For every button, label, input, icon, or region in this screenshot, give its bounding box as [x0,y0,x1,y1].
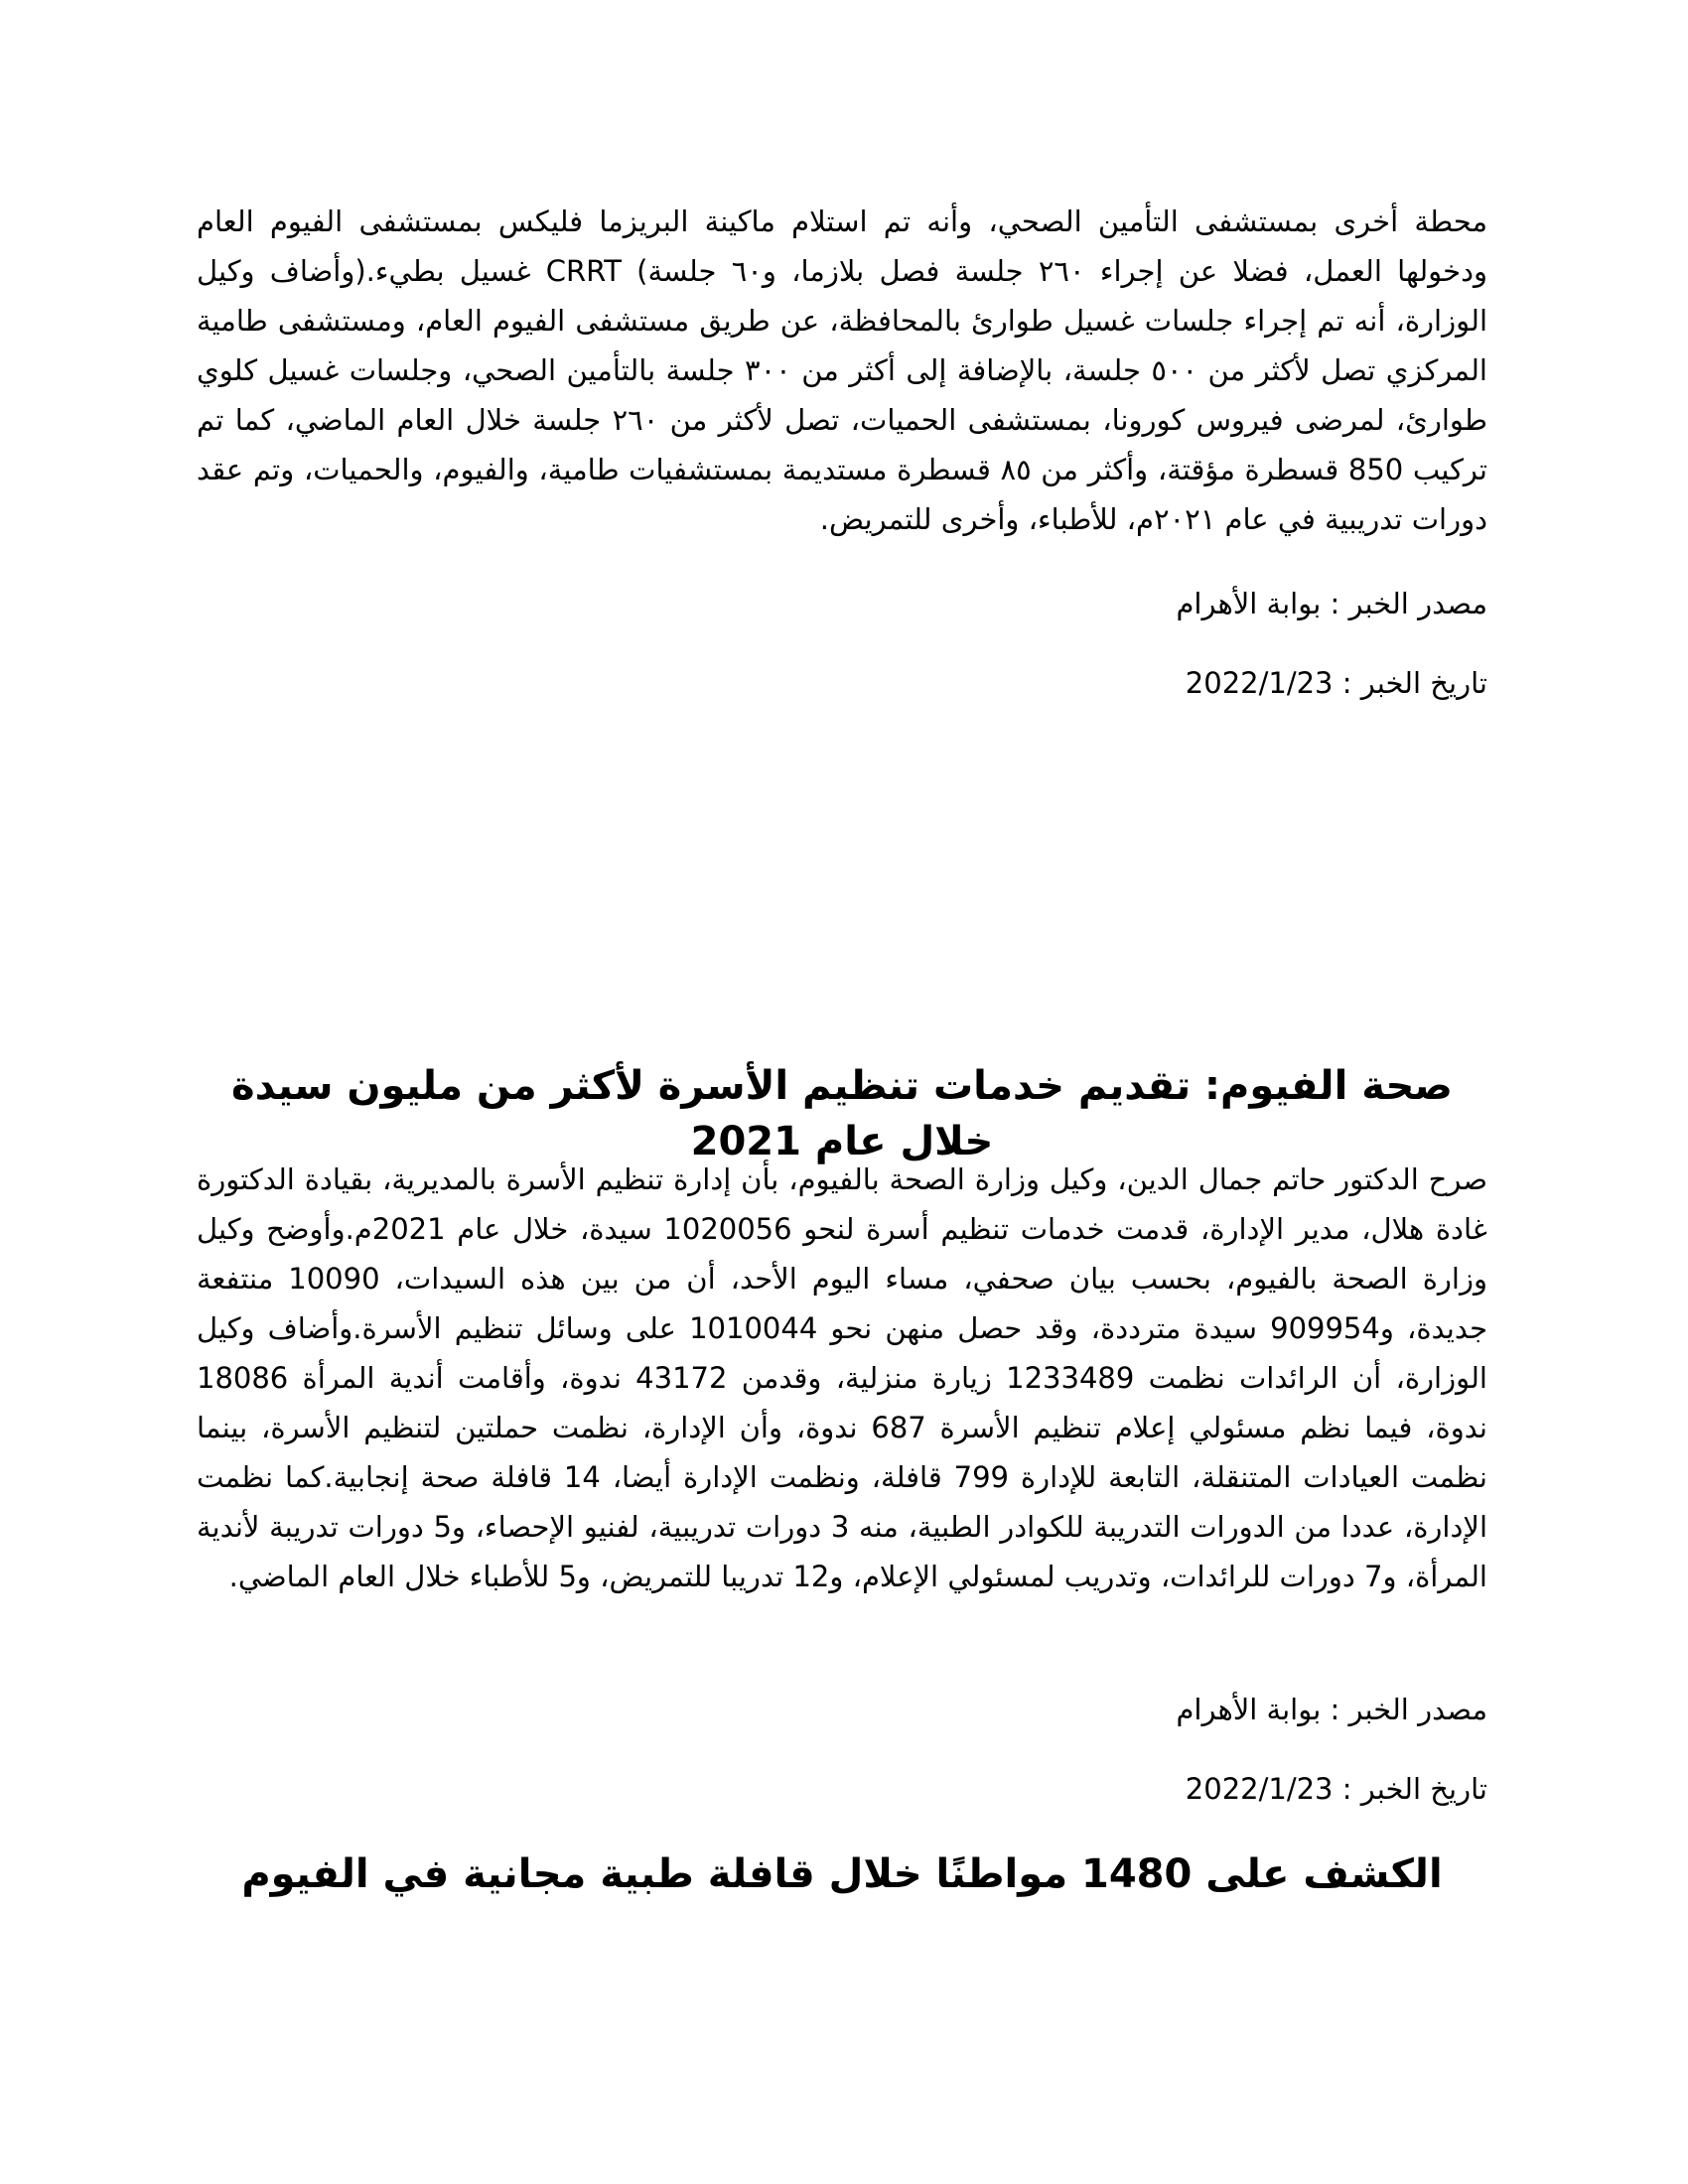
article-2-paragraph: صرح الدكتور حاتم جمال الدين، وكيل وزارة الصحة بالفيوم، بأن إدارة تنظيم الأسرة بالمديرية، بقيادة الدكتورة غادة هلال، مدير الإدارة، قدمت خدمات تنظيم أسرة لنحو 1020056 سيدة، خلال عام 2021م.وأوضح وكيل وزارة الصحة بالفيوم، بحسب بيان صحفي، مساء اليوم الأحد، أن من بين هذه السيدات، 10090 منتفعة جديدة، و909954 سيدة مترددة، وقد حصل منهن نحو 1010044 على وسائل تنظيم الأسرة.وأضاف وكيل الوزارة، أن الرائدات نظمت 1233489 زيارة منزلية، وقدمن 43172 ندوة، وأقامت أندية المرأة 18086 ندوة، فيما نظم مسئولي إعلام تنظيم الأسرة 687 ندوة، وأن الإدارة، نظمت حملتين لتنظيم الأسرة، بينما نظمت العيادات المتنقلة، التابعة للإدارة 799 قافلة، ونظمت الإدارة أيضا، 14 قافلة صحة إنجابية.كما نظمت الإدارة، عددا من الدورات التدريبة للكوادر الطبية، منه 3 دورات تدريبية، لفنيو الإحصاء، و5 دورات تدريبة لأندية المرأة، و7 دورات للرائدات، وتدريب لمسئولي الإعلام، و12 تدريبا للتمريض، و5 للأطباء خلال العام الماضي. [197,1162,1487,1593]
article-2 [197,1155,1487,1601]
article-2-title: صحة الفيوم: تقديم خدمات تنظيم الأسرة لأكثر من مليون سيدة خلال عام 2021 [231,1063,1453,1164]
article-1-source: مصدر الخبر : بوابة الأهرام [1176,587,1487,620]
article-1-date: تاريخ الخبر : 2022/1/23 [1185,666,1487,700]
article-1 [197,197,1487,544]
article-3-title: الكشف على 1480 مواطنًا خلال قافلة طبية مجانية في الفيوم [241,1851,1443,1897]
article-2-source: مصدر الخبر : بوابة الأهرام [1176,1693,1487,1726]
article-1-paragraph: محطة أخرى بمستشفى التأمين الصحي، وأنه تم استلام ماكينة البريزما فليكس بمستشفى الفيوم العام ودخولها العمل، فضلا عن إجراء ٢٦٠ جلسة فصل بلازما، و٦٠ جلسة) CRRT غسيل بطيء.(وأضاف وكيل الوزارة، أنه تم إجراء جلسات غسيل طوارئ بالمحافظة، عن طريق مستشفى الفيوم العام، ومستشفى طامية المركزي تصل لأكثر من ٥٠٠ جلسة، بالإضافة إلى أكثر من ٣٠٠ جلسة بالتأمين الصحي، وجلسات غسيل كلوي طوارئ، لمرضى فيروس كورونا، بمستشفى الحميات، تصل لأكثر من ٢٦٠ جلسة خلال العام الماضي، كما تم تركيب 850 قسطرة مؤقتة، وأكثر من ٨٥ قسطرة مستديمة بمستشفيات طامية، والفيوم، والحميات، وتم عقد دورات تدريبية في عام ٢٠٢١م، للأطباء، وأخرى للتمريض. [197,205,1488,536]
article-2-date: تاريخ الخبر : 2022/1/23 [1185,1772,1487,1806]
